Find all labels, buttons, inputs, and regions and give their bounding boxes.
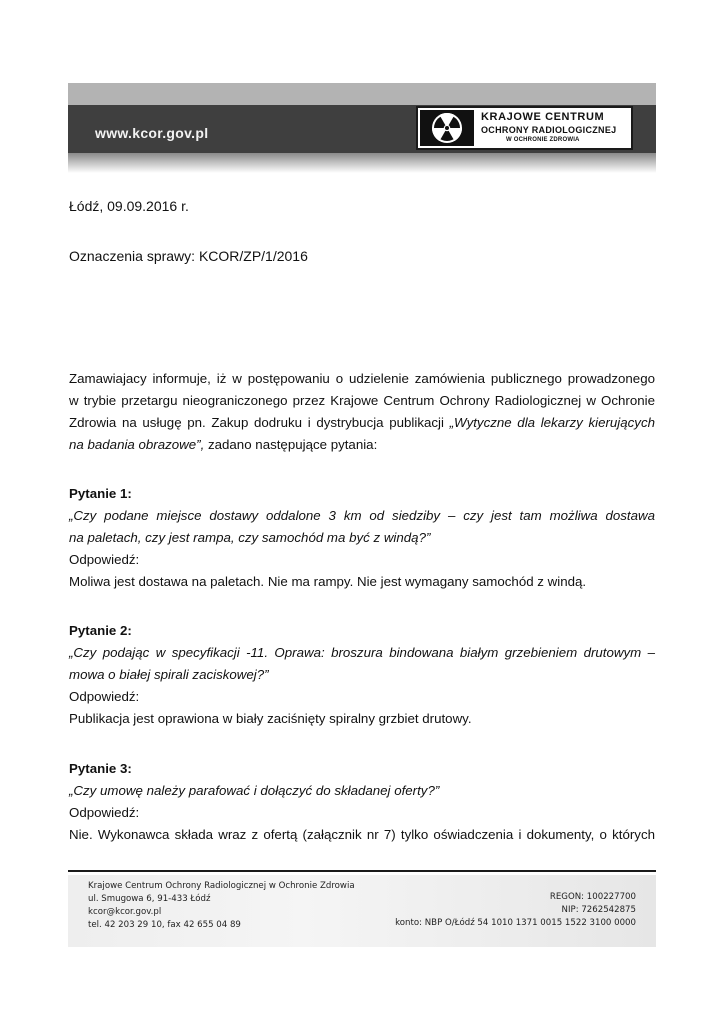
answer-text: Nie. Wykonawca składa wraz z ofertą (załącznik nr 7) tylko oświadczenia i dokumenty, o których — [69, 827, 655, 842]
answer-text: Publikacja jest oprawiona w biały zaciśnięty spiralny grzbiet drutowy. — [69, 711, 472, 726]
site-url: www.kcor.gov.pl — [95, 125, 209, 141]
footer-org-name: Krajowe Centrum Ochrony Radiologicznej w Ochronie Zdrowia — [88, 881, 355, 891]
footer-email: kcor@kcor.gov.pl — [88, 907, 162, 917]
organization-logo — [416, 106, 633, 150]
footer-divider — [68, 870, 656, 872]
question-text: mowa o białej spirali zaciskowej?” — [69, 667, 269, 682]
logo-subtitle: OCHRONY RADIOLOGICZNEJ — [481, 125, 617, 135]
publication-title: „Wytyczne dla lekarzy kierujących — [449, 415, 655, 430]
footer-account: konto: NBP O/Łódź 54 1010 1371 0015 1522 3100 0000 — [395, 918, 636, 928]
footer-contact — [88, 880, 355, 932]
question-title: Pytanie 2: — [69, 623, 132, 638]
header-shadow — [68, 153, 656, 173]
question-text: na paletach, czy jest rampa, czy samochód ma być z windą?” — [69, 530, 431, 545]
answer-label: Odpowiedź: — [69, 805, 140, 820]
question-text: „Czy umowę należy parafować i dołączyć do składanej oferty?” — [69, 783, 440, 798]
question-block — [69, 483, 655, 593]
intro-line: Zamawiajacy informuje, iż w postępowaniu o udzielenie zamówienia publicznego prowadzonego — [69, 371, 655, 386]
intro-line-text: zadano następujące pytania: — [204, 437, 378, 452]
footer-nip: NIP: 7262542875 — [561, 905, 636, 915]
question-text: „Czy podając w specyfikacji -11. Oprawa: broszura bindowana białym grzebieniem drutowym – — [69, 645, 655, 660]
intro-line-text: Zdrowia na usługę pn. Zakup dodruku i dystrybucja publikacji — [69, 415, 450, 430]
footer-address: ul. Smugowa 6, 91-433 Łódź — [88, 894, 211, 904]
answer-label: Odpowiedź: — [69, 689, 140, 704]
logo-title: KRAJOWE CENTRUM — [481, 111, 605, 123]
question-block — [69, 758, 655, 846]
question-block — [69, 620, 655, 730]
intro-line: w trybie przetargu nieograniczonego przez Krajowe Centrum Ochrony Radiologicznej w Ochronie — [69, 393, 655, 408]
intro-line — [69, 434, 655, 456]
question-text: „Czy podane miejsce dostawy oddalone 3 km od siedziby – czy jest tam możliwa dostawa — [69, 508, 655, 523]
footer-regon: REGON: 100227700 — [549, 892, 636, 902]
place-date: Łódź, 09.09.2016 r. — [69, 198, 189, 214]
intro-line — [69, 412, 655, 434]
footer-phone: tel. 42 203 29 10, fax 42 655 04 89 — [88, 920, 241, 930]
case-reference: Oznaczenia sprawy: KCOR/ZP/1/2016 — [69, 248, 308, 264]
logo-tagline: W OCHRONIE ZDROWIA — [506, 137, 580, 143]
header-top-bar — [68, 83, 656, 105]
publication-title-cont: na badania obrazowe”, — [69, 437, 205, 452]
radiation-symbol-icon — [420, 110, 474, 146]
question-title: Pytanie 3: — [69, 761, 132, 776]
question-title: Pytanie 1: — [69, 486, 132, 501]
intro-paragraph — [69, 368, 655, 456]
footer-registry — [395, 891, 636, 930]
answer-label: Odpowiedź: — [69, 552, 140, 567]
answer-text: Moliwa jest dostawa na paletach. Nie ma rampy. Nie jest wymagany samochód z windą. — [69, 574, 587, 589]
